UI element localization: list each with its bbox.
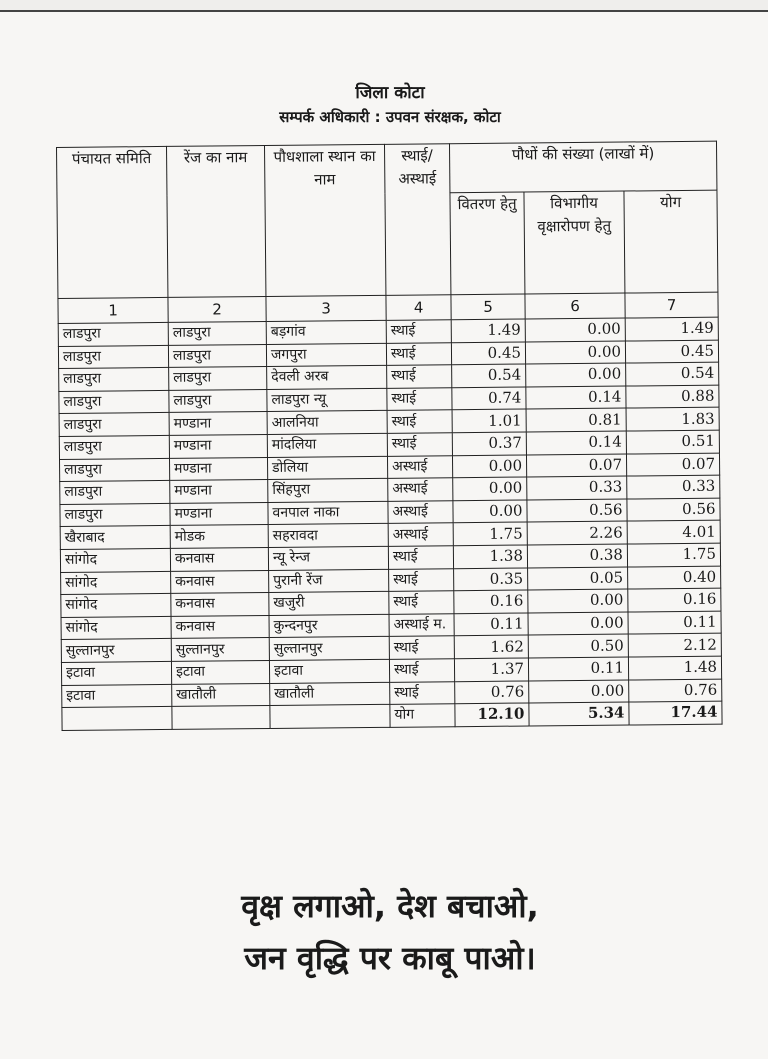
document-heading bbox=[150, 80, 630, 127]
departmental-cell: 0.50 bbox=[528, 634, 628, 658]
district-title: जिला कोटा bbox=[355, 83, 425, 103]
distribution-cell: 0.45 bbox=[451, 342, 525, 365]
nursery-cell: सुल्तानपुर bbox=[269, 637, 389, 661]
panchayat-cell: सांगोद bbox=[61, 594, 171, 618]
distribution-cell: 0.76 bbox=[455, 680, 529, 703]
column-number: 7 bbox=[625, 292, 718, 318]
distribution-cell: 0.37 bbox=[452, 432, 526, 455]
nursery-cell: इटावा bbox=[269, 659, 389, 683]
range-cell: लाडपुरा bbox=[169, 389, 267, 413]
departmental-cell: 0.14 bbox=[526, 386, 626, 410]
range-cell: लाडपुरा bbox=[168, 344, 266, 368]
status-cell: स्थाई bbox=[389, 636, 454, 659]
total-cell: 0.51 bbox=[626, 430, 719, 453]
total-cell: 0.07 bbox=[626, 453, 719, 476]
nursery-cell: वनपाल नाका bbox=[268, 501, 388, 525]
total-cell: 0.54 bbox=[626, 362, 719, 385]
distribution-cell: 0.00 bbox=[453, 477, 527, 500]
range-cell: मण्डाना bbox=[169, 412, 267, 436]
header-range: रेंज का नाम bbox=[166, 145, 265, 297]
departmental-cell: 0.56 bbox=[527, 499, 627, 523]
distribution-cell: 0.74 bbox=[452, 387, 526, 410]
status-cell: अस्थाई bbox=[388, 478, 453, 501]
panchayat-cell: लाडपुरा bbox=[59, 435, 169, 459]
nursery-cell: लाडपुरा न्यू bbox=[267, 388, 387, 412]
nursery-cell: कुन्दनपुर bbox=[269, 614, 389, 638]
panchayat-cell: इटावा bbox=[62, 684, 172, 708]
status-cell: स्थाई bbox=[387, 433, 452, 456]
status-cell: अस्थाई bbox=[388, 523, 453, 546]
panchayat-cell: लाडपुरा bbox=[59, 413, 169, 437]
distribution-cell: 0.16 bbox=[454, 590, 528, 613]
departmental-cell: 0.00 bbox=[525, 341, 625, 365]
status-cell: अस्थाई bbox=[387, 455, 452, 478]
status-cell: योग bbox=[390, 704, 455, 727]
status-cell: स्थाई bbox=[389, 591, 454, 614]
status-cell: अस्थाई bbox=[388, 500, 453, 523]
nursery-cell: सिंहपुरा bbox=[268, 478, 388, 502]
range-cell bbox=[172, 706, 270, 730]
header-departmental: विभागीय वृक्षारोपण हेतु bbox=[524, 191, 625, 294]
panchayat-cell: लाडपुरा bbox=[59, 368, 169, 392]
total-cell: 1.49 bbox=[625, 317, 718, 340]
slogan-line-2: जन वृद्धि पर काबू पाओ। bbox=[244, 939, 536, 977]
departmental-cell: 0.07 bbox=[526, 454, 626, 478]
nursery-cell: देवली अरब bbox=[267, 366, 387, 390]
distribution-cell: 0.11 bbox=[454, 613, 528, 636]
status-cell: स्थाई bbox=[389, 568, 454, 591]
total-cell: 1.75 bbox=[627, 543, 720, 566]
panchayat-cell: सुल्तानपुर bbox=[61, 639, 171, 663]
nursery-cell: जगपुरा bbox=[266, 343, 386, 367]
departmental-cell: 0.00 bbox=[529, 680, 629, 704]
panchayat-cell: लाडपुरा bbox=[59, 458, 169, 482]
departmental-cell: 0.00 bbox=[526, 363, 626, 387]
column-number: 5 bbox=[451, 294, 525, 320]
nursery-table bbox=[56, 141, 723, 731]
status-cell: स्थाई bbox=[387, 365, 452, 388]
column-number: 2 bbox=[168, 296, 266, 322]
departmental-cell: 0.14 bbox=[526, 431, 626, 455]
departmental-cell: 0.00 bbox=[528, 589, 628, 613]
range-cell: मण्डाना bbox=[169, 457, 267, 481]
header-status: स्थाई/ अस्थाई bbox=[384, 144, 450, 296]
range-cell: इटावा bbox=[171, 660, 269, 684]
total-cell: 17.44 bbox=[629, 701, 722, 724]
header-distribution: वितरण हेतु bbox=[450, 192, 525, 295]
total-cell: 0.11 bbox=[628, 611, 721, 634]
distribution-cell: 0.00 bbox=[453, 500, 527, 523]
nursery-cell bbox=[270, 704, 390, 728]
status-cell: स्थाई bbox=[390, 681, 455, 704]
distribution-cell: 1.37 bbox=[454, 658, 528, 681]
total-cell: 1.48 bbox=[628, 656, 721, 679]
panchayat-cell: खैराबाद bbox=[60, 526, 170, 550]
status-cell: स्थाई bbox=[386, 342, 451, 365]
panchayat-cell: सांगोद bbox=[61, 616, 171, 640]
nursery-cell: आलनिया bbox=[267, 411, 387, 435]
range-cell: मोडक bbox=[170, 525, 268, 549]
range-cell: लाडपुरा bbox=[168, 321, 266, 345]
panchayat-cell: लाडपुरा bbox=[60, 503, 170, 527]
header-panchayat: पंचायत समिति bbox=[57, 146, 168, 298]
total-cell: 2.12 bbox=[628, 633, 721, 656]
nursery-cell: डोलिया bbox=[267, 456, 387, 480]
panchayat-cell: सांगोद bbox=[61, 571, 171, 595]
nursery-cell: बड़गांव bbox=[266, 320, 386, 344]
panchayat-cell: सांगोद bbox=[60, 548, 170, 572]
departmental-cell: 0.00 bbox=[525, 318, 625, 342]
range-cell: खातौली bbox=[172, 683, 270, 707]
range-cell: सुल्तानपुर bbox=[171, 638, 269, 662]
column-number: 4 bbox=[386, 295, 451, 321]
distribution-cell: 1.75 bbox=[453, 522, 527, 545]
nursery-cell: न्यू रेन्ज bbox=[268, 546, 388, 570]
departmental-cell: 2.26 bbox=[527, 521, 627, 545]
panchayat-cell: लाडपुरा bbox=[58, 322, 168, 346]
nursery-cell: खातौली bbox=[270, 682, 390, 706]
departmental-cell: 5.34 bbox=[529, 702, 629, 726]
distribution-cell: 1.01 bbox=[452, 409, 526, 432]
status-cell: स्थाई bbox=[387, 387, 452, 410]
distribution-cell: 0.35 bbox=[454, 568, 528, 591]
panchayat-cell: इटावा bbox=[61, 661, 171, 685]
page-top-edge bbox=[0, 0, 768, 12]
contact-officer-subtitle: सम्पर्क अधिकारी : उपवन संरक्षक, कोटा bbox=[279, 108, 501, 126]
range-cell: कनवास bbox=[171, 615, 269, 639]
departmental-cell: 0.05 bbox=[528, 567, 628, 591]
departmental-cell: 0.38 bbox=[527, 544, 627, 568]
range-cell: कनवास bbox=[171, 593, 269, 617]
distribution-cell: 0.54 bbox=[452, 364, 526, 387]
distribution-cell: 1.38 bbox=[453, 545, 527, 568]
departmental-cell: 0.00 bbox=[528, 612, 628, 636]
status-cell: स्थाई bbox=[387, 410, 452, 433]
header-nursery: पौधशाला स्थान का नाम bbox=[264, 144, 385, 296]
panchayat-cell: लाडपुरा bbox=[58, 345, 168, 369]
column-number: 1 bbox=[58, 297, 168, 323]
status-cell: अस्थाई म. bbox=[389, 613, 454, 636]
range-cell: लाडपुरा bbox=[169, 367, 267, 391]
slogan-line-1: वृक्ष लगाओ, देश बचाओ, bbox=[241, 887, 539, 925]
panchayat-cell: लाडपुरा bbox=[59, 390, 169, 414]
total-cell: 0.16 bbox=[628, 588, 721, 611]
range-cell: कनवास bbox=[171, 570, 269, 594]
total-cell: 0.33 bbox=[627, 475, 720, 498]
range-cell: मण्डाना bbox=[170, 480, 268, 504]
column-number: 3 bbox=[266, 295, 386, 321]
range-cell: कनवास bbox=[170, 547, 268, 571]
status-cell: स्थाई bbox=[388, 546, 453, 569]
total-cell: 0.45 bbox=[625, 340, 718, 363]
status-cell: स्थाई bbox=[386, 320, 451, 343]
distribution-cell: 1.62 bbox=[454, 635, 528, 658]
nursery-cell: खजुरी bbox=[269, 591, 389, 615]
total-cell: 0.40 bbox=[628, 566, 721, 589]
header-total: योग bbox=[624, 190, 718, 293]
total-cell: 0.56 bbox=[627, 498, 720, 521]
nursery-cell: सहरावदा bbox=[268, 524, 388, 548]
header-plants: पौधों की संख्या (लाखों में) bbox=[449, 141, 716, 193]
slogan bbox=[150, 880, 630, 984]
nursery-cell: पुरानी रेंज bbox=[269, 569, 389, 593]
departmental-cell: 0.33 bbox=[527, 476, 627, 500]
range-cell: मण्डाना bbox=[170, 502, 268, 526]
distribution-cell: 1.49 bbox=[451, 319, 525, 342]
nursery-cell: मांदलिया bbox=[267, 433, 387, 457]
total-cell: 4.01 bbox=[627, 520, 720, 543]
range-cell: मण्डाना bbox=[169, 434, 267, 458]
panchayat-cell: लाडपुरा bbox=[60, 481, 170, 505]
total-cell: 0.76 bbox=[629, 679, 722, 702]
status-cell: स्थाई bbox=[389, 659, 454, 682]
column-number: 6 bbox=[525, 293, 625, 319]
departmental-cell: 0.11 bbox=[528, 657, 628, 681]
distribution-cell: 12.10 bbox=[455, 703, 529, 726]
panchayat-cell bbox=[62, 707, 172, 731]
total-cell: 0.88 bbox=[626, 385, 719, 408]
total-cell: 1.83 bbox=[626, 408, 719, 431]
departmental-cell: 0.81 bbox=[526, 408, 626, 432]
distribution-cell: 0.00 bbox=[452, 455, 526, 478]
